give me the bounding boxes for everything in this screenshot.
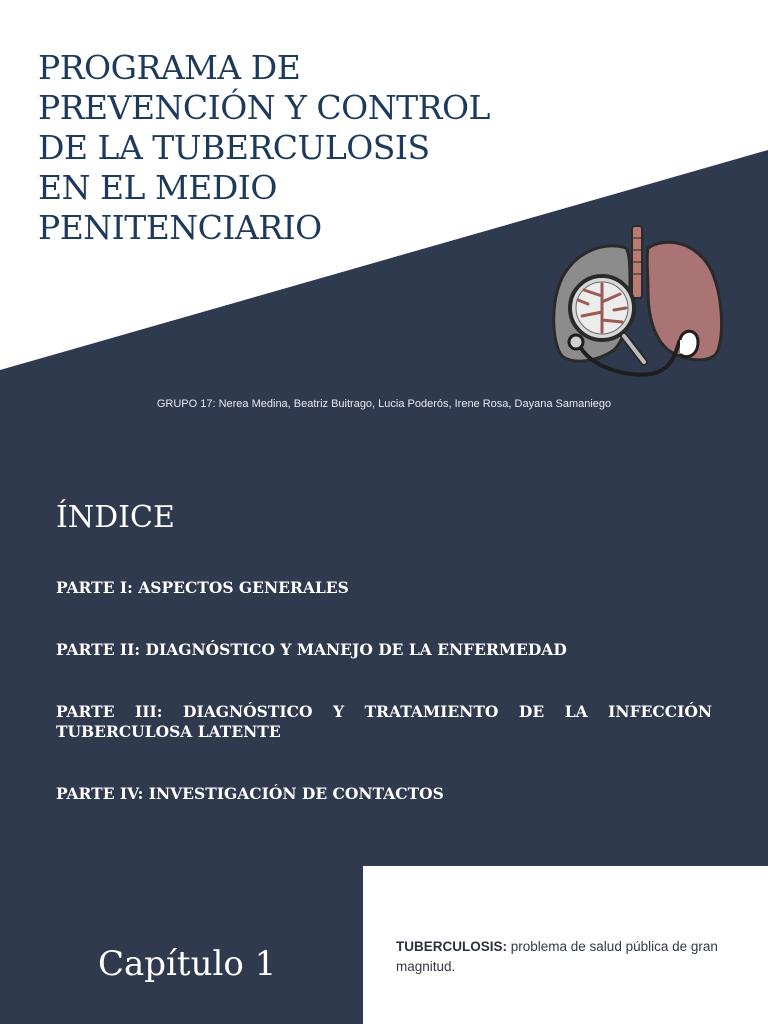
chapter-heading: Capítulo 1 xyxy=(98,944,277,984)
toc-item: PARTE IV: INVESTIGACIÓN DE CONTACTOS xyxy=(56,784,444,803)
lungs-with-stethoscope-icon xyxy=(548,224,728,384)
toc-item: PARTE I: ASPECTOS GENERALES xyxy=(56,578,349,597)
definition-term: TUBERCULOSIS: xyxy=(396,939,507,954)
authors-line: GRUPO 17: Nerea Medina, Beatriz Buitrago, Lucia Poderós, Irene Rosa, Dayana Samaniego xyxy=(156,398,612,410)
title-line: DE LA TUBERCULOSIS xyxy=(38,128,430,167)
title-line: EN EL MEDIO xyxy=(38,168,277,207)
title-line: PENITENCIARIO xyxy=(38,208,322,247)
definition-text xyxy=(396,937,736,977)
definition-body: problema de salud pública de gran magnitud. xyxy=(396,939,718,974)
title-line: PREVENCIÓN Y CONTROL xyxy=(38,88,490,127)
toc-item: PARTE III: DIAGNÓSTICO Y TRATAMIENTO DE LA INFECCIÓN TUBERCULOSA LATENTE xyxy=(56,702,712,741)
document-title xyxy=(38,48,498,248)
title-line: PROGRAMA DE xyxy=(38,48,301,87)
index-heading: ÍNDICE xyxy=(56,500,175,535)
toc-item: PARTE II: DIAGNÓSTICO Y MANEJO DE LA ENFERMEDAD xyxy=(56,640,567,659)
